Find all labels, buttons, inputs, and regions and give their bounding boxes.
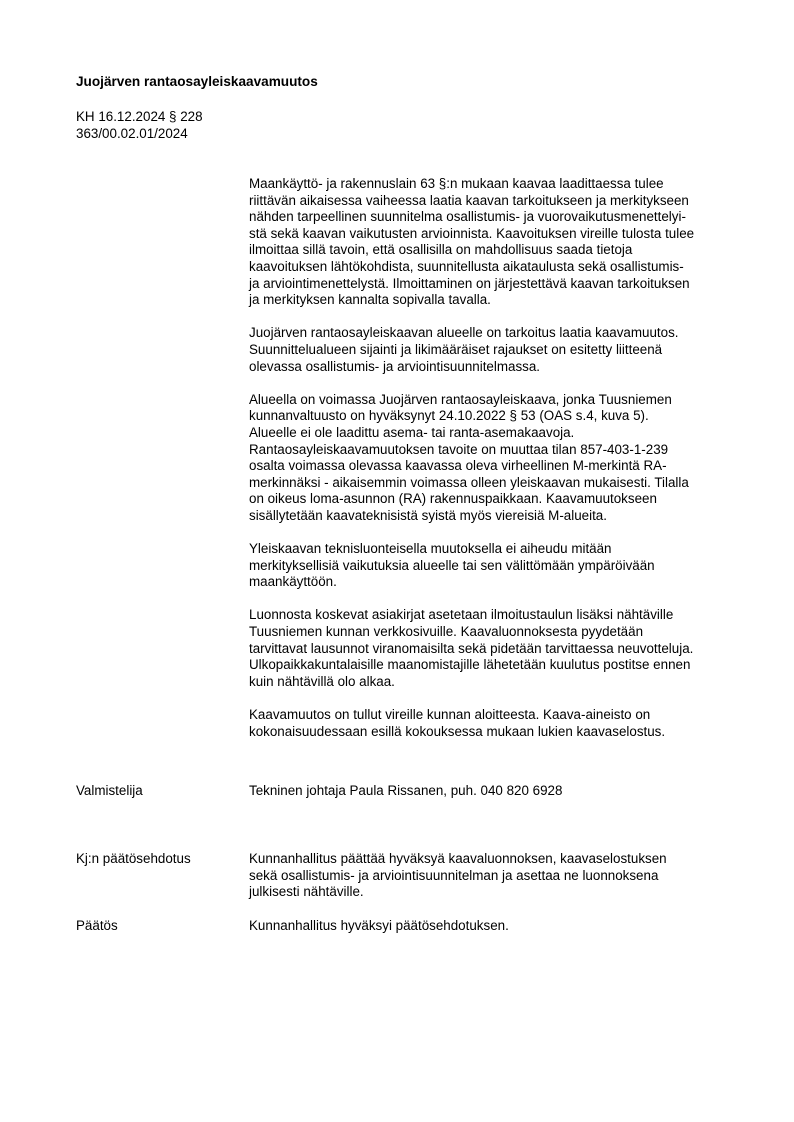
decision-proposal-label: Kj:n päätösehdotus <box>76 851 191 866</box>
paragraph-line: Maankäyttö- ja rakennuslain 63 §:n mukaan kaavaa laadittaessa tulee <box>249 176 664 191</box>
paragraph-line: kuin nähtävillä olo alkaa. <box>249 673 395 689</box>
paragraph-line: nähden tarpeellinen suunnitelma osallistumis- ja vuorovaikutusmenettelyi- <box>249 209 686 225</box>
paragraph-line: olevassa osallistumis- ja arviointisuunnitelmassa. <box>249 358 540 374</box>
paragraph-line: Alueella on voimassa Juojärven rantaosayleiskaava, jonka Tuusniemen <box>249 391 672 407</box>
body-paragraph <box>249 392 749 525</box>
decision-label: Päätös <box>76 918 118 933</box>
paragraph-line: merkityksellisiä vaikutuksia alueelle tai sen välittömään ympäröivään <box>249 557 655 573</box>
paragraph-line: ja merkityksen kannalta sopivalla tavalla. <box>249 292 491 308</box>
document-meta <box>76 109 203 142</box>
paragraph-line: Juojärven rantaosayleiskaavan alueelle on tarkoitus laatia kaavamuutos. <box>249 325 679 341</box>
record-number: 363/00.02.01/2024 <box>76 125 188 141</box>
paragraph-line: kunnanvaltuusto on hyväksynyt 24.10.2022 § 53 (OAS s.4, kuva 5). <box>249 408 649 424</box>
paragraph-line: tarvittavat lausunnot viranomaisilta sekä pidetään tarvittaessa neuvotteluja. <box>249 640 694 656</box>
paragraph-line: maankäyttöön. <box>249 574 337 590</box>
paragraph-line: Tuusniemen kunnan verkkosivuille. Kaavaluonnoksesta pyydetään <box>249 624 644 640</box>
paragraph-line: Yleiskaavan teknisluonteisella muutoksella ei aiheudu mitään <box>249 541 612 557</box>
decision-proposal-value <box>249 851 749 901</box>
body-paragraph <box>249 325 749 375</box>
body-paragraph <box>249 176 749 309</box>
value-line: Kunnanhallitus päättää hyväksyä kaavaluonnoksen, kaavaselostuksen <box>249 851 667 866</box>
decision-value <box>249 918 749 935</box>
value-line: Kunnanhallitus hyväksyi päätösehdotuksen. <box>249 918 509 933</box>
meeting-reference: KH 16.12.2024 § 228 <box>76 109 203 124</box>
paragraph-line: Kaavamuutos on tullut vireille kunnan aloitteesta. Kaava-aineisto on <box>249 707 651 722</box>
paragraph-line: merkinnäksi - aikaisemmin voimassa olleen yleiskaavan mukaisesti. Tilalla <box>249 474 689 490</box>
paragraph-line: osalta voimassa olevassa kaavassa oleva virheellinen M-merkintä RA- <box>249 458 667 474</box>
paragraph-line: kaavoituksen lähtökohdista, suunnitellusta aikataulusta sekä osallistumis- <box>249 258 684 274</box>
value-line: Tekninen johtaja Paula Rissanen, puh. 040 820 6928 <box>249 783 563 798</box>
value-line: julkisesti nähtäville. <box>249 884 364 900</box>
paragraph-line: Rantaosayleiskaavamuutoksen tavoite on muuttaa tilan 857-403-1-239 <box>249 441 669 457</box>
document-title: Juojärven rantaosayleiskaavamuutos <box>76 74 318 89</box>
paragraph-line: Ulkopaikkakuntalaisille maanomistajille lähetetään kuulutus postitse ennen <box>249 657 691 673</box>
paragraph-line: sisällytetään kaavateknisistä syistä myös viereisiä M-alueita. <box>249 507 607 523</box>
preparer-value <box>249 783 749 800</box>
paragraph-line: on oikeus loma-asunnon (RA) rakennuspaikkaan. Kaavamuutokseen <box>249 491 657 507</box>
paragraph-line: Suunnittelualueen sijainti ja likimääräiset rajaukset on esitetty liitteenä <box>249 341 663 357</box>
paragraph-line: Luonnosta koskevat asiakirjat asetetaan ilmoitustaulun lisäksi nähtäville <box>249 607 674 623</box>
paragraph-line: kokonaisuudessaan esillä kokouksessa mukaan lukien kaavaselostus. <box>249 723 666 739</box>
paragraph-line: stä sekä kaavan vaikutusten arvioinnista. Kaavoituksen vireille tulosta tulee <box>249 225 695 241</box>
paragraph-line: ja arviointimenettelystä. Ilmoittaminen on järjestettävä kaavan tarkoituksen <box>249 275 690 291</box>
paragraph-line: ilmoittaa sillä tavoin, että osallisilla on mahdollisuus saada tietoja <box>249 242 633 258</box>
value-line: sekä osallistumis- ja arviointisuunnitelman ja asettaa ne luonnoksena <box>249 867 659 883</box>
preparer-label: Valmistelija <box>76 783 143 798</box>
body-text <box>249 176 749 757</box>
paragraph-line: riittävän aikaisessa vaiheessa laatia kaavan tarkoitukseen ja merkitykseen <box>249 192 689 208</box>
body-paragraph <box>249 607 749 690</box>
body-paragraph <box>249 541 749 591</box>
body-paragraph <box>249 707 749 740</box>
paragraph-line: Alueelle ei ole laadittu asema- tai ranta-asemakaavoja. <box>249 424 575 440</box>
